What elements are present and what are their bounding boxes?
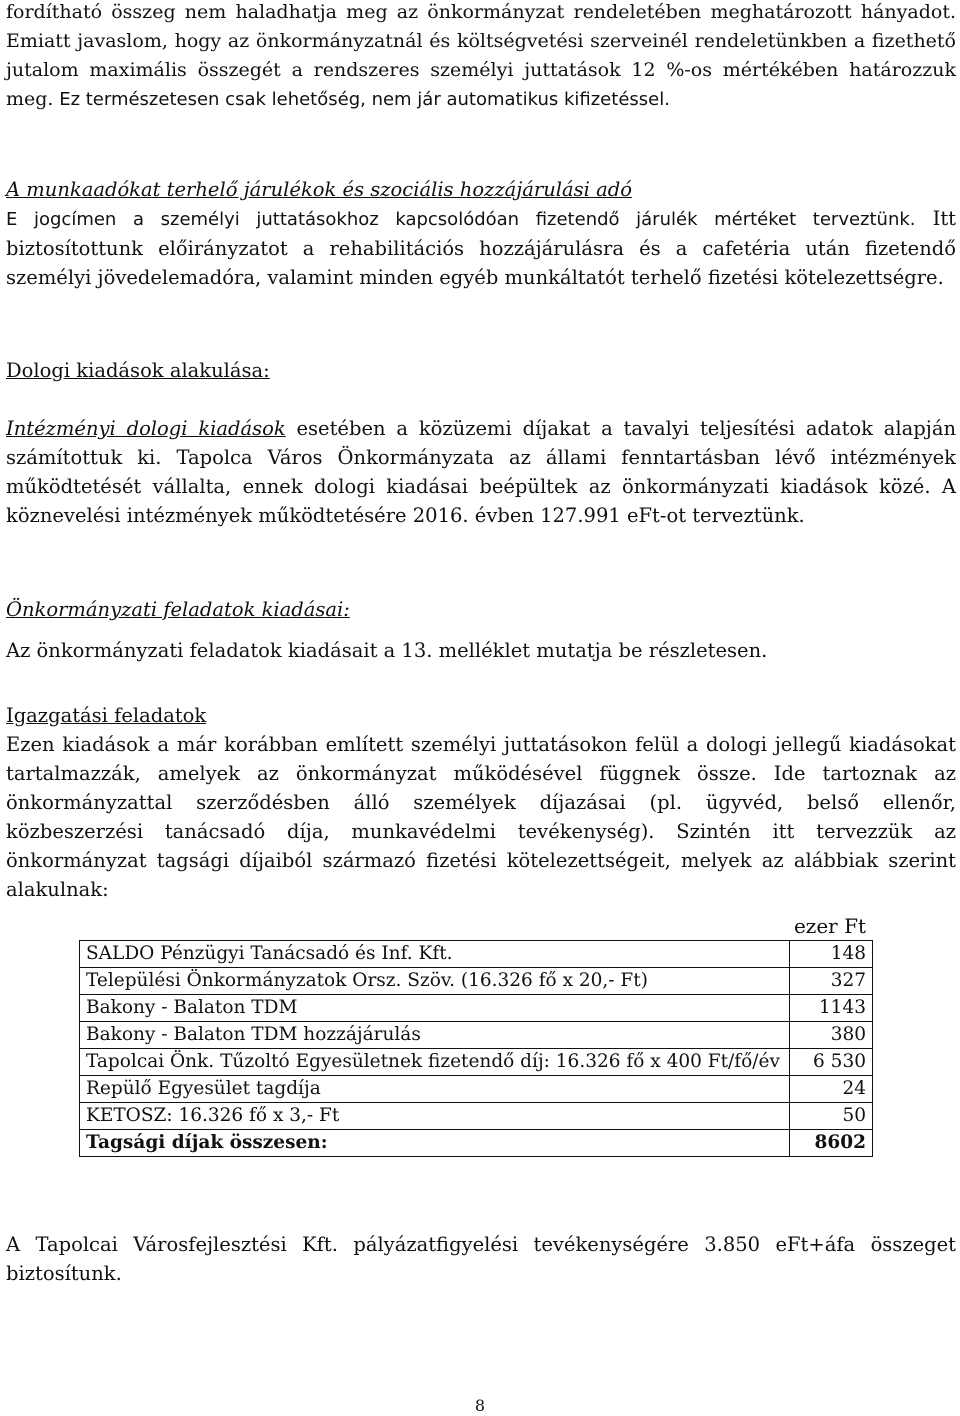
- material-heading: Dologi kiadások alakulása:: [6, 359, 270, 382]
- admin-section: [6, 701, 956, 904]
- table-row: [80, 995, 873, 1022]
- material-text-1: esetében a közüzemi díjakat a tavalyi teljesítési adatok alapján számítottuk ki.: [6, 417, 957, 469]
- material-paragraph: [6, 414, 956, 530]
- fee-amount: 6 530: [790, 1049, 873, 1076]
- intro-section: [6, 0, 956, 114]
- contrib-section: [6, 175, 956, 292]
- total-amount: 8602: [790, 1130, 873, 1157]
- fee-label: SALDO Pénzügyi Tanácsadó és Inf. Kft.: [80, 941, 790, 968]
- table-row: [80, 941, 873, 968]
- contrib-text-1: E jogcímen a személyi juttatásokhoz kapcsolódóan fizetendő járulék mértéket terveztünk.: [6, 209, 916, 230]
- table-total-row: [80, 1130, 873, 1157]
- material-section: [6, 356, 956, 530]
- fee-amount: 1143: [790, 995, 873, 1022]
- intro-line1: fordítható összeg nem haladhatja meg az önkormányzat rendeletében meghatározott: [6, 1, 852, 23]
- intro-tail: Ez természetesen csak lehetőség, nem jár automatikus kifizetéssel.: [53, 89, 670, 110]
- municipal-section: [6, 595, 956, 665]
- admin-heading: Igazgatási feladatok: [6, 704, 207, 727]
- admin-paragraph: Ezen kiadások a már korábban említett személyi juttatásokon felül a dologi jellegű kiadásokat tartalmazzák, amelyek az önkormányzat működésével függnek össze. Ide tartoznak az önkormányzattal szerződésben álló személyek díjazásai (pl. ügyvéd, belső ellenőr, közbeszerzési tanácsadó díja, munkavédelmi tevékenység). Szintén itt tervezzük az önkormányzat tagsági díjaiból származó fizetési kötelezettségeit, melyek az alábbiak szerint alakulnak:: [6, 733, 956, 901]
- fee-amount: 327: [790, 968, 873, 995]
- table-row: [80, 968, 873, 995]
- fee-label: Bakony - Balaton TDM hozzájárulás: [80, 1022, 790, 1049]
- municipal-paragraph: Az önkormányzati feladatok kiadásait a 13. melléklet mutatja be részletesen.: [6, 639, 768, 662]
- fee-label: Bakony - Balaton TDM: [80, 995, 790, 1022]
- table-row: [80, 1049, 873, 1076]
- fee-amount: 148: [790, 941, 873, 968]
- closing-section: [6, 1230, 956, 1288]
- closing-paragraph: A Tapolcai Városfejlesztési Kft. pályázatfigyelési tevékenységére 3.850 eFt+áfa összeget biztosítunk.: [6, 1233, 956, 1285]
- contrib-paragraph: [6, 204, 956, 292]
- contrib-heading: A munkaadókat terhelő járulékok és szociális hozzájárulási adó: [6, 178, 632, 201]
- membership-fees-table: [79, 940, 873, 1157]
- total-label: Tagsági díjak összesen:: [80, 1130, 790, 1157]
- fee-label: Tapolcai Önk. Tűzoltó Egyesületnek fizetendő díj: 16.326 fő x 400 Ft/fő/év: [80, 1049, 790, 1076]
- table-row: [80, 1076, 873, 1103]
- fee-amount: 24: [790, 1076, 873, 1103]
- fee-label: KETOSZ: 16.326 fő x 3,- Ft: [80, 1103, 790, 1130]
- fees-table-body: [80, 941, 873, 1157]
- contrib-text-2: Itt biztosítottunk előirányzatot a rehabilitációs hozzájárulásra és a cafetéria után fizetendő személyi jövedelemadóra, valamint minden egyéb munkáltatót terhelő fizetési kötelezettségre.: [6, 207, 956, 289]
- table-row: [80, 1022, 873, 1049]
- table-unit-label: ezer Ft: [793, 914, 866, 938]
- fee-amount: 380: [790, 1022, 873, 1049]
- fee-label: Települési Önkormányzatok Orsz. Szöv. (16.326 fő x 20,- Ft): [80, 968, 790, 995]
- table-row: [80, 1103, 873, 1130]
- fee-amount: 50: [790, 1103, 873, 1130]
- intro-body: hányadot. Emiatt javaslom, hogy az önkormányzatnál és költségvetési szerveinél rendeletünkben a fizethető jutalom maximális összegét a rendszeres személyi juttatások 12 %-os mértékében határozzuk meg.: [6, 1, 956, 110]
- page-number: 8: [474, 1396, 486, 1415]
- material-lead: Intézményi dologi kiadások: [6, 417, 286, 440]
- intro-paragraph: [6, 0, 956, 114]
- fee-label: Repülő Egyesület tagdíja: [80, 1076, 790, 1103]
- municipal-heading: Önkormányzati feladatok kiadásai:: [6, 598, 350, 621]
- material-text-2: Tapolca Város Önkormányzata az állami fenntartásban lévő intézmények működtetését vállalta, ennek dologi kiadásai beépültek az önkormányzati kiadások közé. A köznevelési intézmények működtetésére 2016. évben 127.991 eFt-ot terveztünk.: [6, 446, 956, 527]
